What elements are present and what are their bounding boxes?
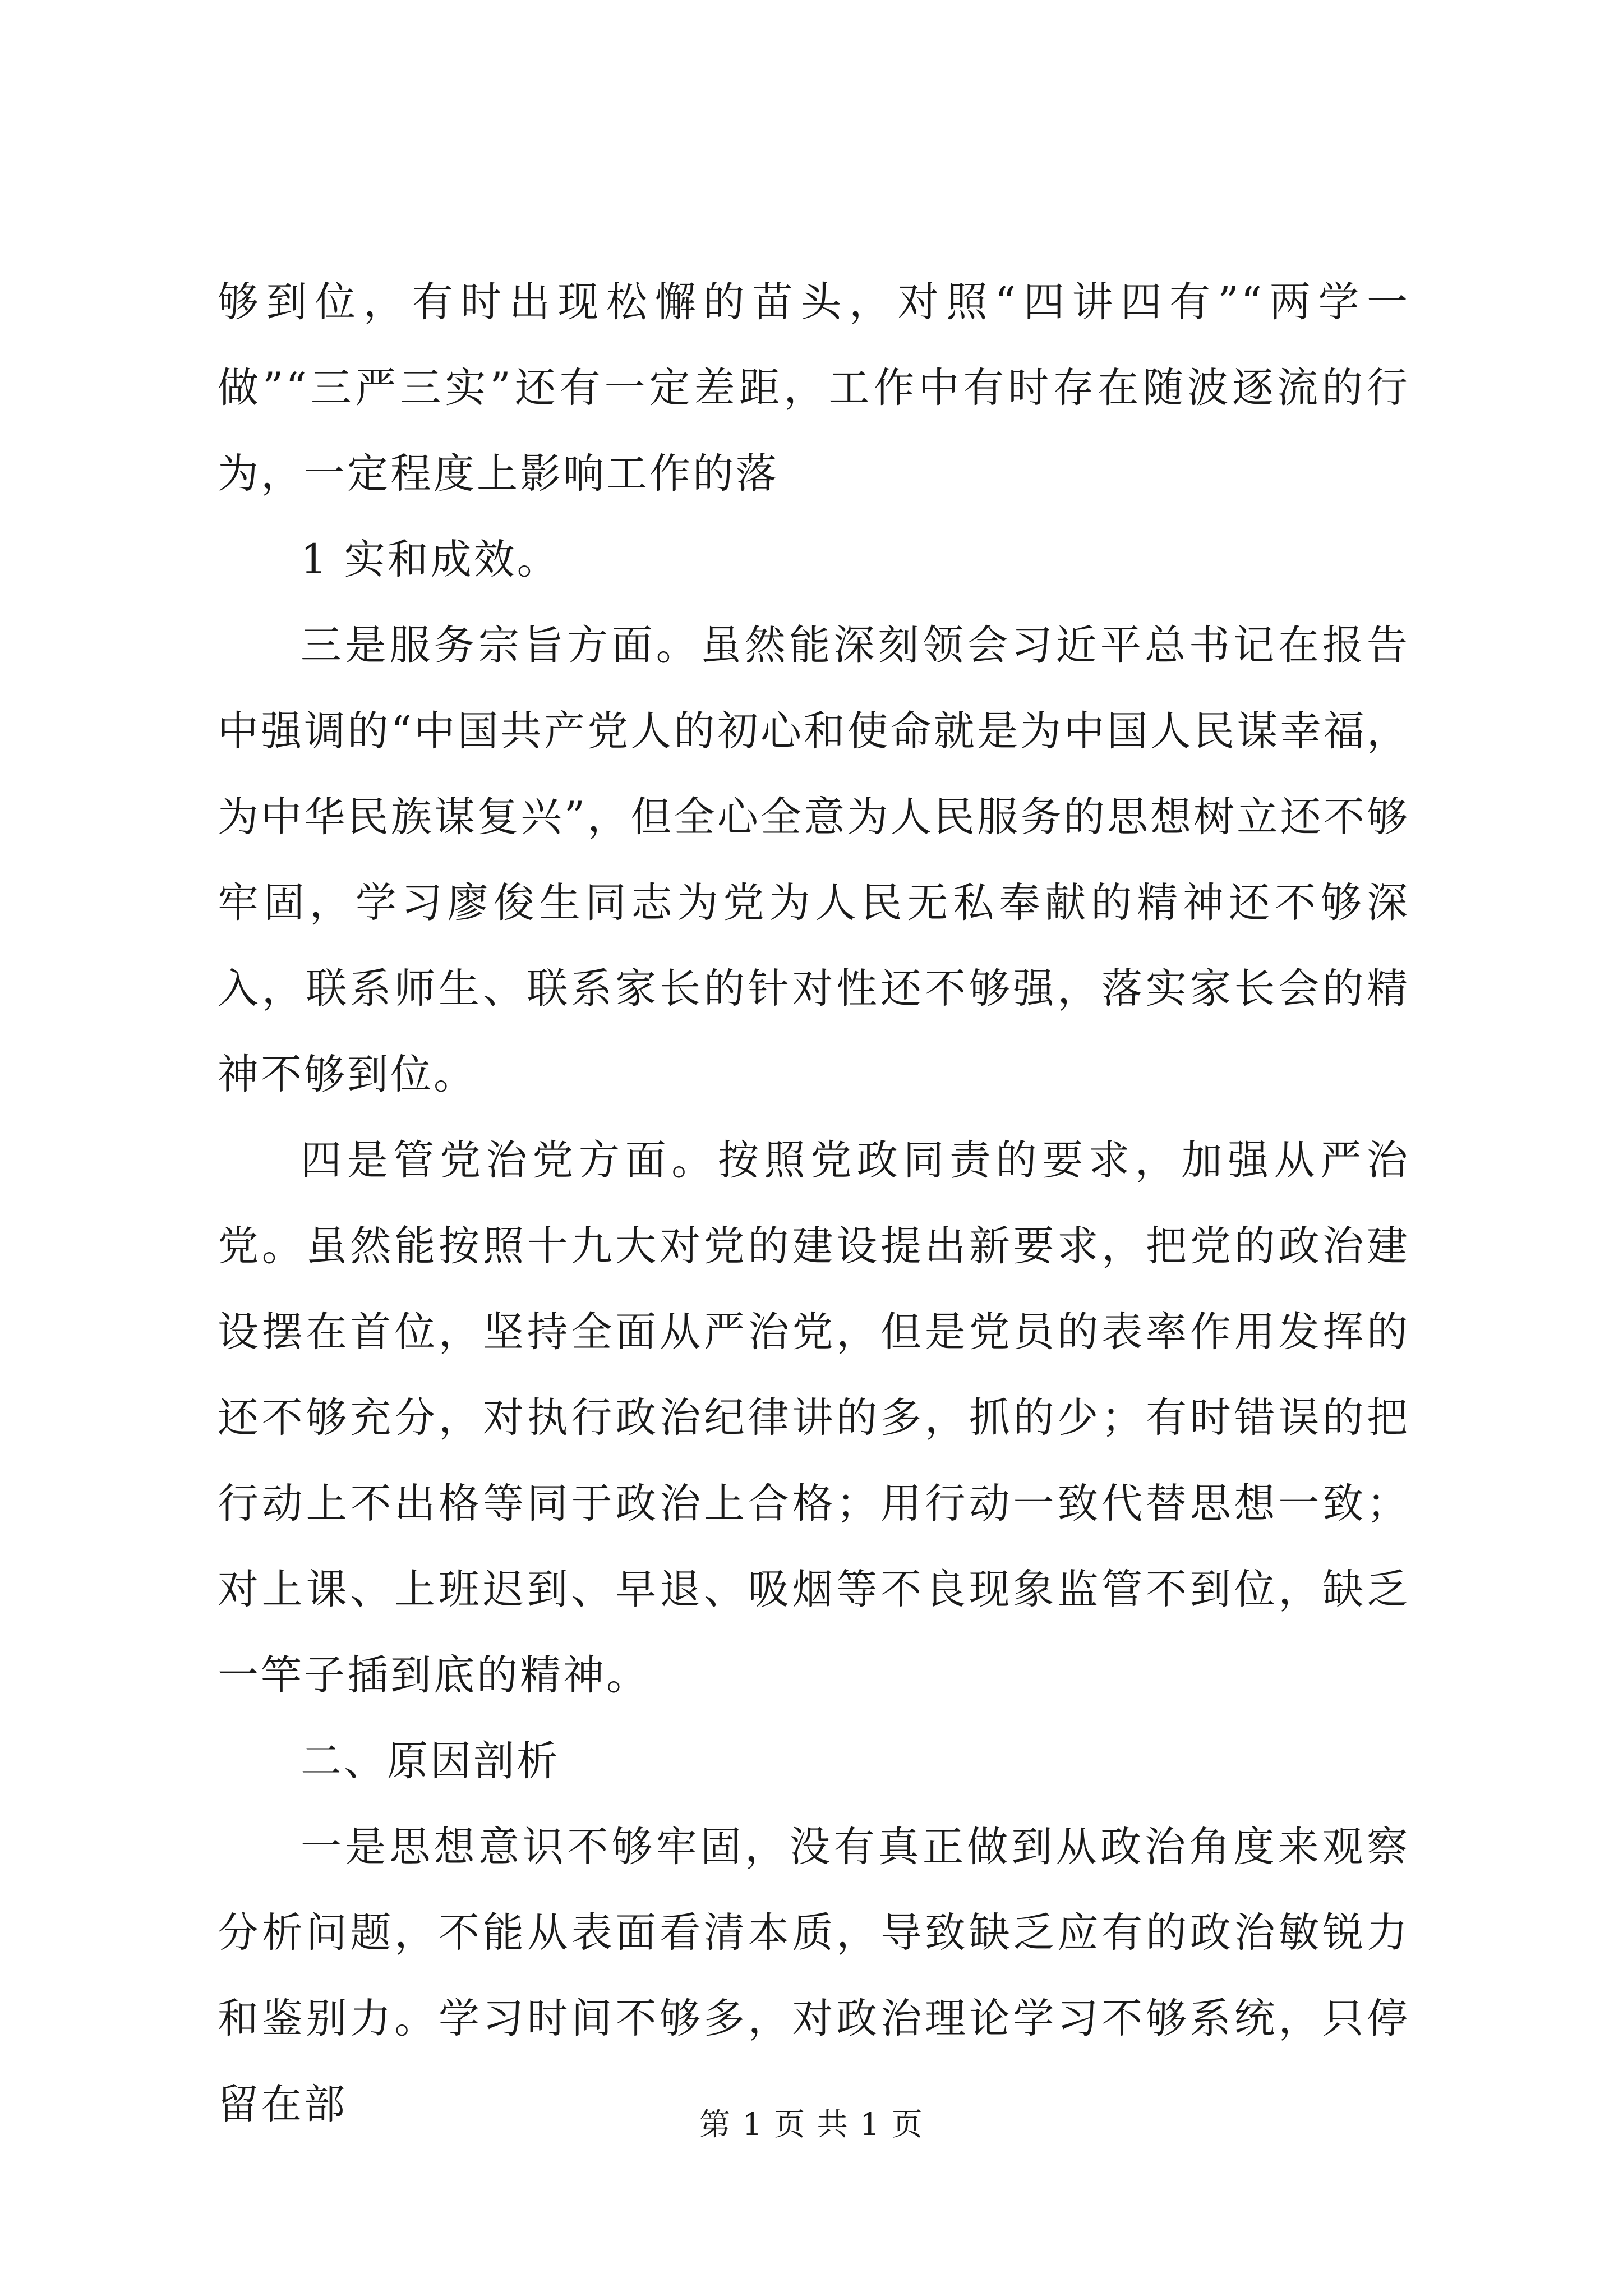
paragraph-continuation-end: 1 实和成效。 <box>301 536 560 583</box>
paragraph-party-governance: 四是管党治党方面。按照党政同责的要求，加强从严治党。虽然能按照十九大对党的建设提出新要求，把党的政治建设摆在首位，坚持全面从严治党，但是党员的表率作用发挥的还不够充分，对执行政治纪律讲的多，抓的少；有时错误的把行动上不出格等同于政治上合格；用行动一致代替思想一致；对上课、上班迟到、早退、吸烟等不良现象监管不到位，缺乏一竿子插到底的精神。 <box>218 1137 1410 1699</box>
paragraph-ideological-awareness: 一是思想意识不够牢固，没有真正做到从政治角度来观察分析问题，不能从表面看清本质，导致缺乏应有的政治敏锐力和鉴别力。学习时间不够多，对政治理论学习不够系统，只停留在部 <box>218 1823 1410 2128</box>
paragraph-service-purpose: 三是服务宗旨方面。虽然能深刻领会习近平总书记在报告中强调的“中国共产党人的初心和使命就是为中国人民谋幸福，为中华民族谋复兴”，但全心全意为人民服务的思想树立还不够牢固，学习廖俊生同志为党为人民无私奉献的精神还不够深入，联系师生、联系家长的针对性还不够强，落实家长会的精神不够到位。 <box>218 622 1410 1098</box>
document-body <box>218 259 1410 2147</box>
page-footer: 第 1 页 共 1 页 <box>699 2106 924 2142</box>
section-heading-cause-analysis: 二、原因剖析 <box>301 1737 560 1785</box>
paragraph-continuation: 够到位，有时出现松懈的苗头，对照“四讲四有”“两学一做”“三严三实”还有一定差距，工作中有时存在随波逐流的行为，一定程度上影响工作的落 <box>218 278 1410 498</box>
